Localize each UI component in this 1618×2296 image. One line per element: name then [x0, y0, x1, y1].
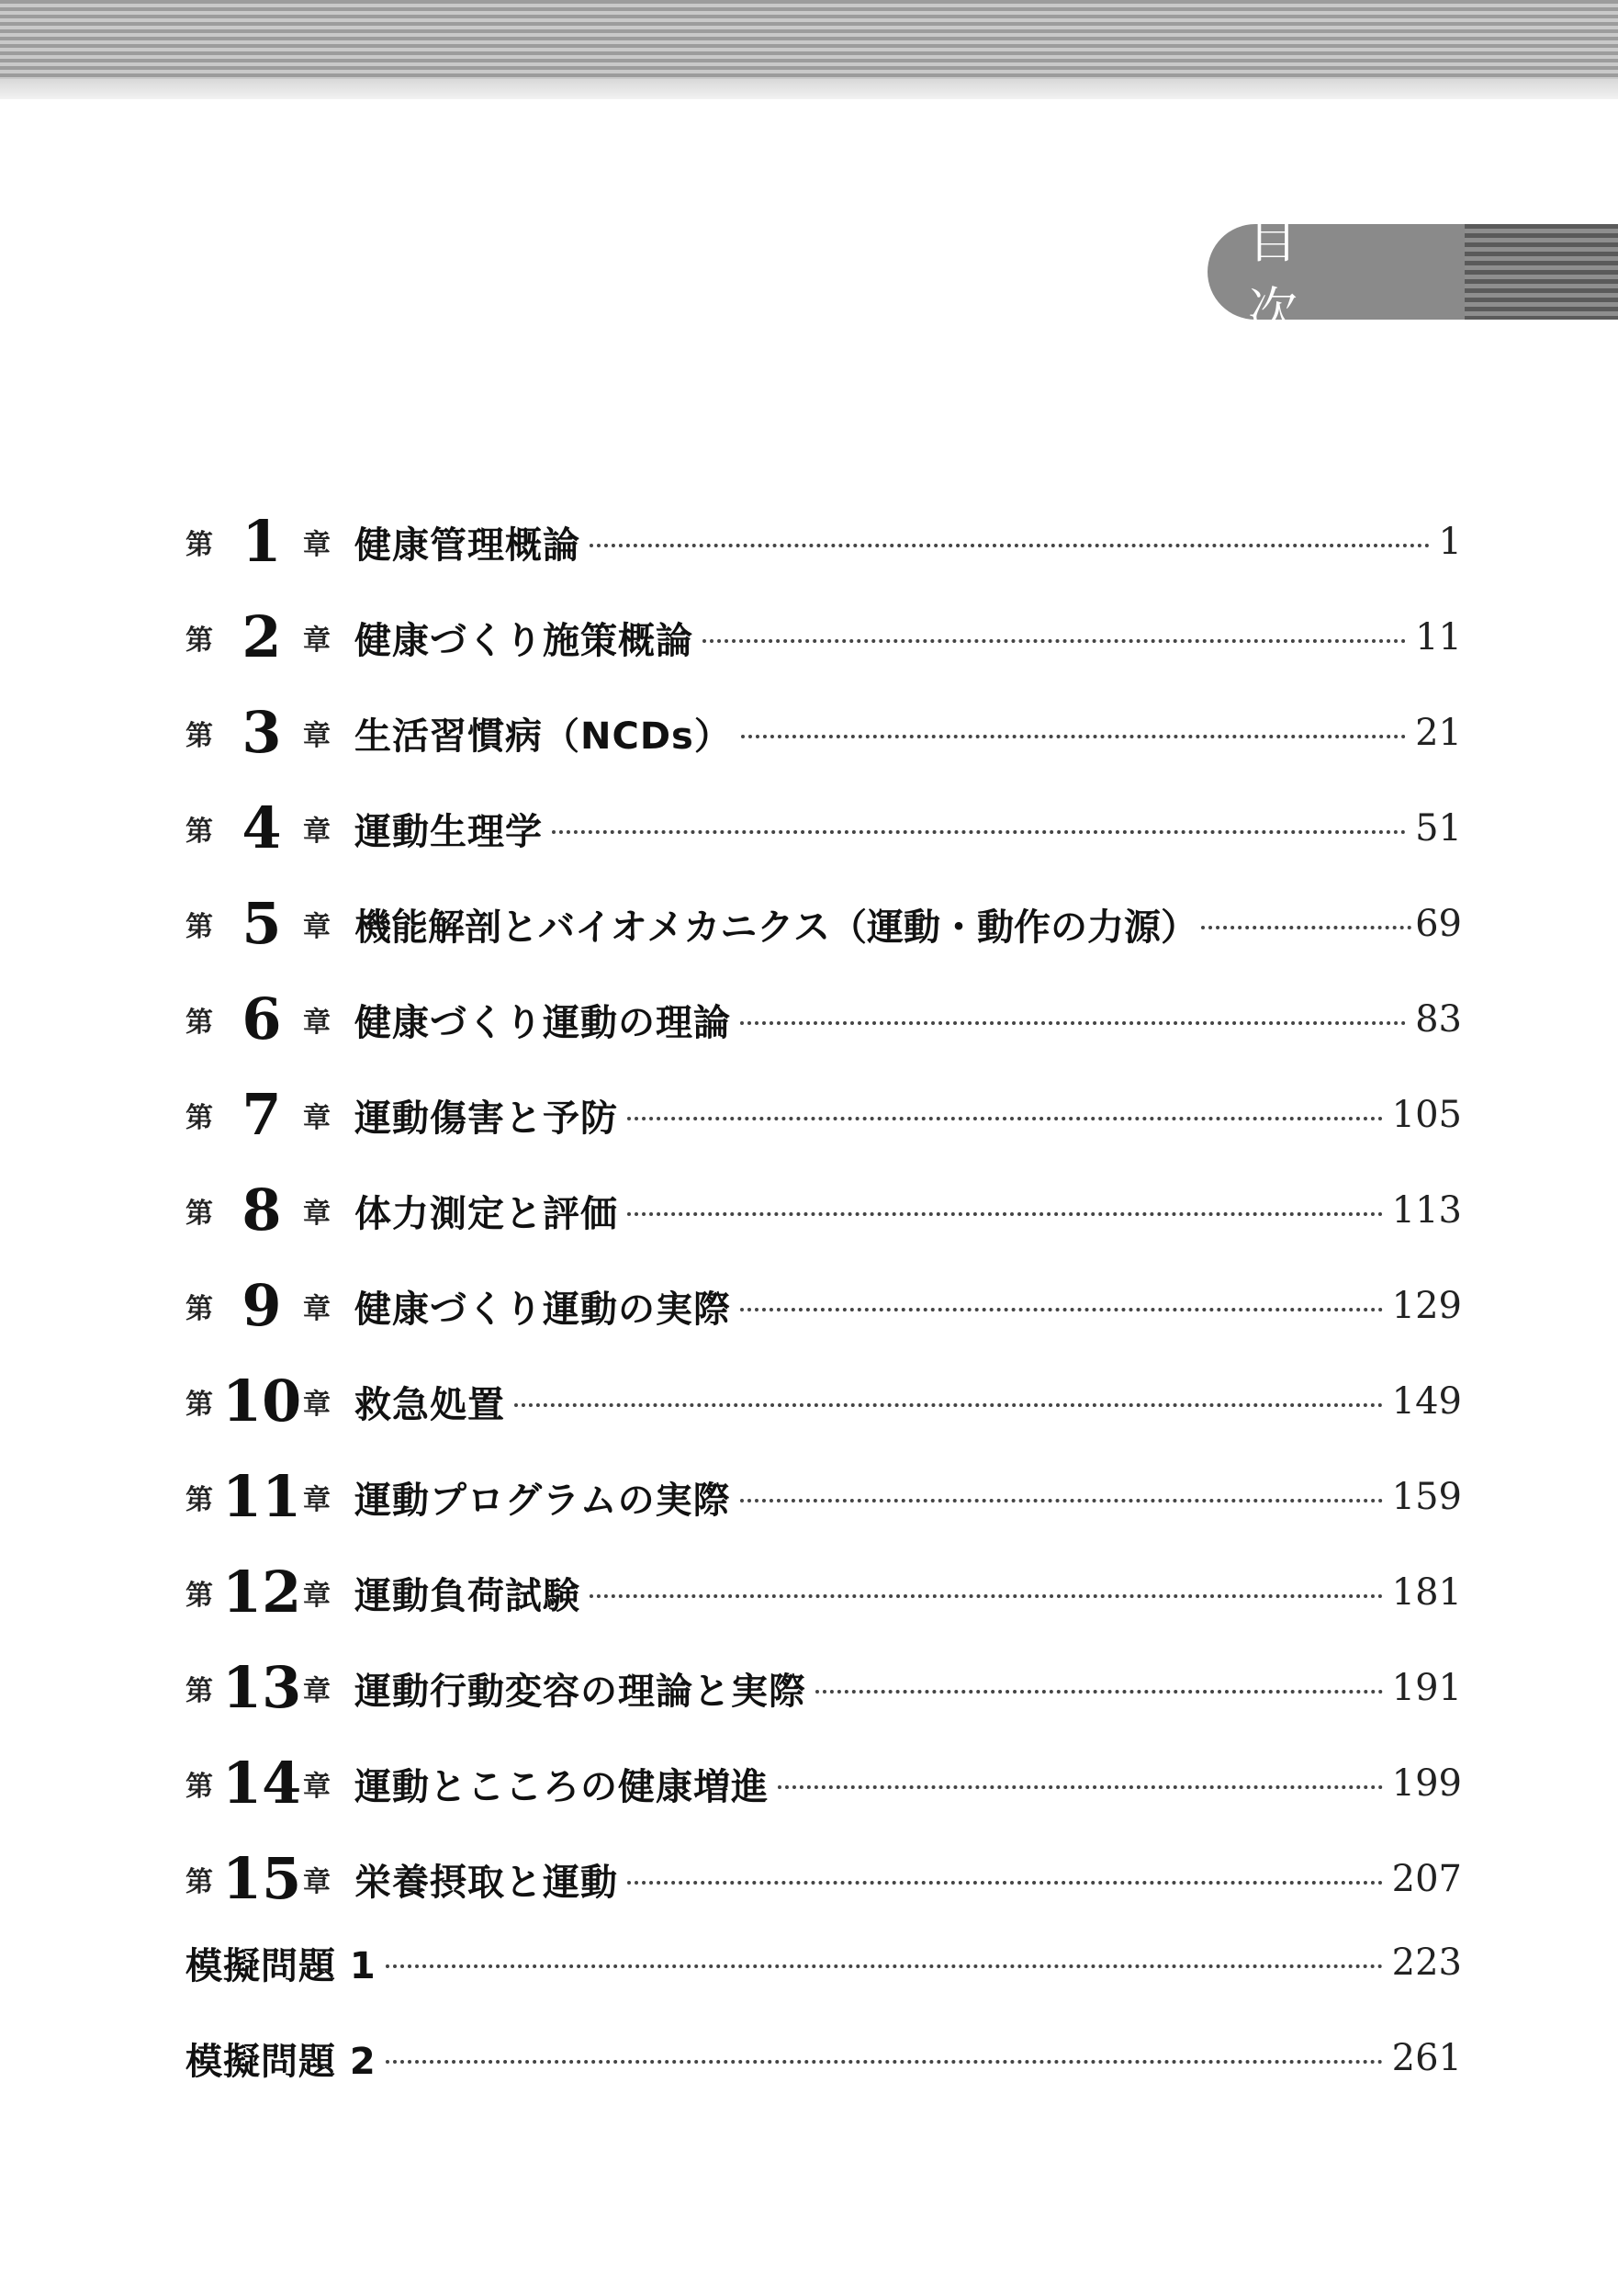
chapter-suffix: 章 — [303, 1389, 331, 1421]
chapter-prefix: 第 — [185, 1102, 213, 1134]
toc-entry-chapter-5[interactable] — [185, 892, 1462, 956]
dot-leader — [552, 830, 1406, 834]
chapter-title: 救急処置 — [354, 1383, 505, 1426]
chapter-title: 健康づくり施策概論 — [354, 619, 693, 662]
chapter-suffix: 章 — [303, 720, 331, 752]
toc-entry-mock-exam-2[interactable] — [185, 2026, 1462, 2090]
chapter-title: 体力測定と評価 — [354, 1192, 618, 1235]
title-stripe-decoration — [1465, 224, 1618, 320]
chapter-prefix: 第 — [185, 1580, 213, 1612]
chapter-prefix: 第 — [185, 625, 213, 657]
page-number: 129 — [1391, 1285, 1462, 1327]
chapter-number: 12 — [222, 1559, 302, 1626]
chapter-prefix: 第 — [185, 816, 213, 848]
toc-entry-chapter-9[interactable] — [185, 1274, 1462, 1338]
chapter-suffix: 章 — [303, 1102, 331, 1134]
dot-leader — [590, 1594, 1383, 1598]
chapter-prefix: 第 — [185, 1675, 213, 1707]
toc-entry-chapter-6[interactable] — [185, 987, 1462, 1052]
chapter-suffix: 章 — [303, 1484, 331, 1516]
toc-entry-chapter-1[interactable] — [185, 510, 1462, 574]
chapter-number: 10 — [222, 1367, 302, 1435]
chapter-title: 運動生理学 — [354, 810, 543, 853]
chapter-number: 6 — [242, 985, 282, 1052]
page-number: 159 — [1391, 1476, 1462, 1518]
chapter-title: 運動とこころの健康増進 — [354, 1765, 769, 1808]
dot-leader — [514, 1403, 1383, 1407]
dot-leader — [590, 544, 1430, 547]
page-number: 11 — [1415, 616, 1462, 658]
chapter-suffix: 章 — [303, 1675, 331, 1707]
page-number: 261 — [1391, 2037, 1462, 2079]
chapter-prefix: 第 — [185, 1866, 213, 1898]
page-number: 181 — [1391, 1571, 1462, 1614]
toc-entry-chapter-4[interactable] — [185, 796, 1462, 861]
chapter-number: 4 — [242, 794, 282, 861]
chapter-title: 運動行動変容の理論と実際 — [354, 1670, 806, 1713]
dot-leader — [740, 1499, 1383, 1503]
chapter-prefix: 第 — [185, 720, 213, 752]
chapter-suffix: 章 — [303, 911, 331, 943]
page-number: 207 — [1391, 1858, 1462, 1900]
toc-entry-chapter-14[interactable] — [185, 1751, 1462, 1816]
chapter-prefix: 第 — [185, 1007, 213, 1039]
page-number: 1 — [1438, 521, 1462, 563]
toc-entry-chapter-3[interactable] — [185, 701, 1462, 765]
page-number: 199 — [1391, 1762, 1462, 1805]
dot-leader — [627, 1212, 1383, 1216]
toc-entry-chapter-13[interactable] — [185, 1656, 1462, 1720]
chapter-suffix: 章 — [303, 529, 331, 561]
toc-entry-chapter-12[interactable] — [185, 1560, 1462, 1625]
page-number: 51 — [1415, 807, 1462, 850]
chapter-prefix: 第 — [185, 1484, 213, 1516]
chapter-suffix: 章 — [303, 1293, 331, 1325]
page-number: 83 — [1415, 998, 1462, 1041]
page-number: 69 — [1415, 903, 1462, 945]
chapter-title: 生活習慣病（NCDs） — [354, 715, 732, 758]
chapter-title: 健康づくり運動の実際 — [354, 1288, 731, 1331]
dot-leader — [627, 1117, 1383, 1120]
chapter-suffix: 章 — [303, 816, 331, 848]
top-decorative-band — [0, 0, 1618, 99]
chapter-suffix: 章 — [303, 1866, 331, 1898]
chapter-title: 運動傷害と予防 — [354, 1097, 618, 1140]
chapter-number: 3 — [242, 699, 282, 766]
chapter-number: 8 — [242, 1176, 282, 1244]
dot-leader — [386, 1964, 1383, 1968]
chapter-number: 13 — [222, 1654, 302, 1721]
toc-entry-mock-exam-1[interactable] — [185, 1930, 1462, 1995]
chapter-number: 1 — [242, 508, 282, 575]
dot-leader — [702, 639, 1406, 643]
page-number: 191 — [1391, 1667, 1462, 1709]
chapter-prefix: 第 — [185, 1389, 213, 1421]
dot-leader — [627, 1881, 1383, 1885]
page-number: 149 — [1391, 1380, 1462, 1423]
chapter-prefix: 第 — [185, 1293, 213, 1325]
chapter-suffix: 章 — [303, 1198, 331, 1230]
page-number: 105 — [1391, 1094, 1462, 1136]
page-number: 21 — [1415, 712, 1462, 754]
page-number: 113 — [1391, 1189, 1462, 1232]
chapter-title: 運動負荷試験 — [354, 1574, 580, 1617]
chapter-number: 9 — [242, 1272, 282, 1339]
chapter-title: 機能解剖とバイオメカニクス（運動・動作の力源） — [354, 906, 1197, 949]
chapter-number: 14 — [222, 1750, 302, 1817]
dot-leader — [386, 2060, 1383, 2064]
page-title: 目 次 — [1208, 224, 1465, 320]
mock-exam-title: 模擬問題 1 — [185, 1944, 376, 1987]
toc-entry-chapter-10[interactable] — [185, 1369, 1462, 1434]
chapter-title: 健康づくり運動の理論 — [354, 1001, 731, 1044]
chapter-prefix: 第 — [185, 1771, 213, 1803]
toc-entry-chapter-15[interactable] — [185, 1847, 1462, 1911]
dot-leader — [1201, 926, 1411, 929]
chapter-number: 15 — [222, 1845, 302, 1912]
chapter-number: 11 — [222, 1463, 302, 1530]
page-number: 223 — [1391, 1941, 1462, 1984]
chapter-number: 2 — [242, 603, 282, 670]
dot-leader — [741, 735, 1406, 738]
chapter-suffix: 章 — [303, 1771, 331, 1803]
dot-leader — [815, 1690, 1383, 1694]
dot-leader — [740, 1308, 1383, 1311]
chapter-title: 健康管理概論 — [354, 523, 580, 567]
chapter-prefix: 第 — [185, 529, 213, 561]
chapter-suffix: 章 — [303, 1580, 331, 1612]
chapter-title: 運動プログラムの実際 — [354, 1479, 731, 1522]
chapter-prefix: 第 — [185, 911, 213, 943]
chapter-title: 栄養摂取と運動 — [354, 1861, 618, 1904]
chapter-prefix: 第 — [185, 1198, 213, 1230]
dot-leader — [778, 1785, 1383, 1789]
mock-exam-title: 模擬問題 2 — [185, 2040, 376, 2083]
chapter-number: 7 — [242, 1081, 282, 1148]
toc-entry-chapter-7[interactable] — [185, 1083, 1462, 1147]
toc-entry-chapter-8[interactable] — [185, 1178, 1462, 1243]
chapter-suffix: 章 — [303, 1007, 331, 1039]
chapter-suffix: 章 — [303, 625, 331, 657]
toc-entry-chapter-11[interactable] — [185, 1465, 1462, 1529]
dot-leader — [740, 1021, 1406, 1025]
chapter-number: 5 — [242, 890, 282, 957]
toc-entry-chapter-2[interactable] — [185, 605, 1462, 670]
